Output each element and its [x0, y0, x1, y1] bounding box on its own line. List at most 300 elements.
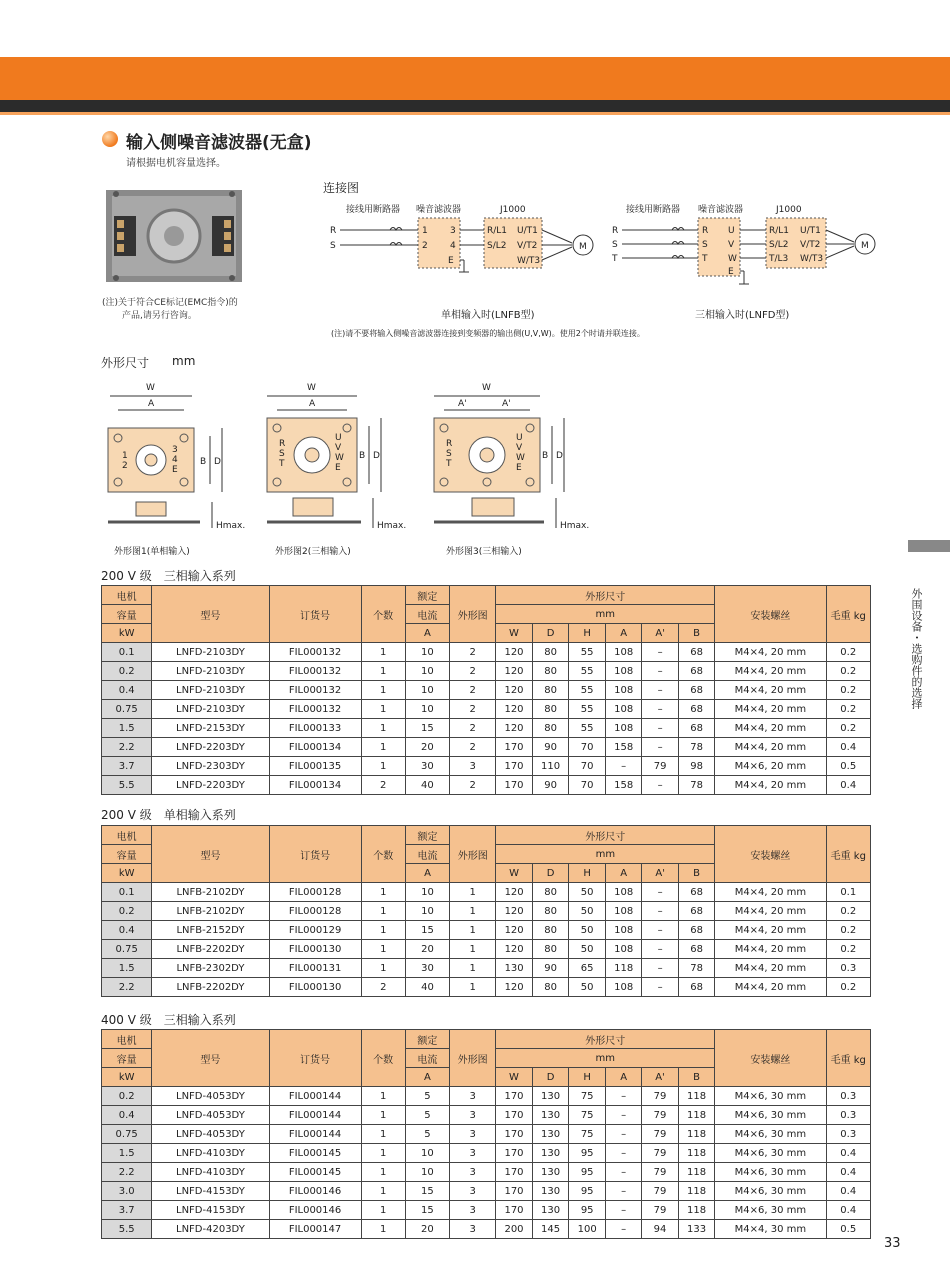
header-band-dark	[0, 100, 950, 112]
table-cell: 118	[678, 1087, 715, 1106]
fig3-a1-label: A'	[458, 399, 467, 409]
table3-title: 400 V 级 三相输入系列	[101, 1013, 236, 1027]
table-cell: 2.2	[102, 1163, 152, 1182]
fig2-term-u: U	[335, 433, 342, 443]
table-cell: 68	[678, 902, 714, 921]
three-input-r: R	[612, 226, 619, 236]
table-cell: 80	[532, 902, 568, 921]
fig1-d-label: D	[214, 457, 221, 467]
table-cell: M4×4, 20 mm	[715, 921, 826, 940]
table-cell: 80	[532, 700, 569, 719]
table-cell: 3	[450, 1163, 496, 1182]
dimension-drawings	[100, 378, 590, 563]
table-cell: 108	[605, 940, 642, 959]
table-cell: M4×4, 30 mm	[715, 1220, 826, 1239]
table-cell: FIL000133	[269, 719, 361, 738]
table-cell: 170	[496, 1182, 533, 1201]
table-cell: 2.2	[102, 978, 152, 997]
table-cell: M4×6, 30 mm	[715, 1182, 826, 1201]
table-cell: 2	[450, 719, 496, 738]
table-cell: 79	[642, 1144, 678, 1163]
table-cell: 55	[569, 643, 605, 662]
table-cell: 1	[361, 1182, 405, 1201]
table-cell: FIL000145	[269, 1163, 361, 1182]
table-cell: LNFD-2103DY	[152, 662, 269, 681]
table-cell: 118	[678, 1163, 715, 1182]
table-cell: FIL000146	[269, 1182, 361, 1201]
table-cell: 0.4	[826, 1201, 871, 1220]
hdr-order: 订货号	[269, 1030, 361, 1087]
single-filter-in-2: 2	[422, 241, 428, 251]
table-cell: 130	[532, 1182, 569, 1201]
table-cell: 5	[405, 1125, 449, 1144]
fig2-term-t: T	[279, 459, 285, 469]
table-cell: 0.3	[826, 959, 870, 978]
hdr-cur2: 电流	[405, 1049, 449, 1068]
table-cell: 108	[605, 662, 642, 681]
table-cell: 108	[605, 700, 642, 719]
hdr-cap2: 容量	[102, 845, 152, 864]
table-cell: M4×4, 20 mm	[715, 738, 826, 757]
ce-note-line1: (注)关于符合CE标记(EMC指令)的	[102, 298, 238, 308]
table-cell: FIL000131	[269, 959, 361, 978]
table-cell: LNFB-2102DY	[152, 883, 269, 902]
hdr-dim1: 外形尺寸	[496, 826, 715, 845]
table-cell: 15	[405, 1182, 449, 1201]
fig1-caption: 外形图1(单相输入)	[114, 547, 190, 557]
fig2-d-label: D	[373, 451, 380, 461]
table-cell: 10	[405, 1144, 449, 1163]
table-cell: 145	[532, 1220, 569, 1239]
table-cell: 30	[405, 757, 449, 776]
table-cell: –	[605, 1220, 641, 1239]
table-cell: 1	[361, 940, 405, 959]
table-cell: 0.2	[826, 700, 871, 719]
table-cell: 0.4	[102, 921, 152, 940]
table-cell: 95	[569, 1201, 606, 1220]
table-cell: 1	[450, 978, 496, 997]
table-cell: –	[642, 940, 678, 959]
table-row	[102, 1163, 871, 1182]
table-row	[102, 662, 871, 681]
table-cell: 70	[569, 776, 605, 795]
table-cell: 0.2	[826, 643, 871, 662]
table-cell: 1	[361, 1087, 405, 1106]
table-cell: LNFD-4103DY	[152, 1163, 269, 1182]
table-cell: FIL000132	[269, 700, 361, 719]
wiring-title: 连接图	[323, 181, 360, 195]
hdr-model: 型号	[152, 1030, 269, 1087]
table-cell: 0.4	[826, 738, 871, 757]
table-cell: 0.3	[826, 1125, 871, 1144]
table-cell: FIL000144	[269, 1106, 361, 1125]
table-cell: –	[642, 883, 678, 902]
three-inv-in-sl2: S/L2	[769, 240, 789, 250]
table-cell: LNFD-2103DY	[152, 700, 269, 719]
ce-note-line2: 产品,请另行咨询。	[122, 311, 197, 321]
table-cell: 5	[405, 1087, 449, 1106]
table-cell: 108	[605, 643, 642, 662]
hdr-a: A	[605, 864, 642, 883]
table-cell: 40	[405, 776, 449, 795]
hdr-b: B	[678, 624, 714, 643]
table-cell: 2	[450, 662, 496, 681]
table-cell: –	[642, 959, 678, 978]
dims-title: 外形尺寸	[101, 356, 150, 370]
hdr-cur2: 电流	[405, 605, 449, 624]
section-title: 输入侧噪音滤波器(无盒)	[126, 133, 312, 153]
fig2-h-label: Hmax.	[377, 521, 407, 531]
table-row	[102, 1144, 871, 1163]
table-cell: 0.75	[102, 940, 152, 959]
fig3-term-t: T	[446, 459, 452, 469]
outline-fig3	[434, 383, 589, 557]
table-cell: 0.4	[826, 1144, 871, 1163]
table-cell: 120	[496, 978, 533, 997]
table-cell: FIL000134	[269, 776, 361, 795]
three-breaker-label: 接线用断路器	[626, 205, 681, 215]
hdr-cap3: kW	[102, 624, 152, 643]
table-cell: FIL000135	[269, 757, 361, 776]
table-cell: LNFD-4153DY	[152, 1182, 269, 1201]
side-chapter-label: 外围设备・选购件的选择	[910, 588, 923, 709]
table-cell: M4×4, 20 mm	[715, 776, 826, 795]
table-cell: 0.5	[826, 757, 871, 776]
table-cell: 108	[605, 978, 642, 997]
table-cell: –	[642, 719, 678, 738]
table-cell: 0.75	[102, 1125, 152, 1144]
table-cell: LNFD-4203DY	[152, 1220, 269, 1239]
table-200v-three	[101, 585, 871, 795]
table-row	[102, 700, 871, 719]
hdr-cap1: 电机	[102, 586, 152, 605]
table-cell: 3	[450, 757, 496, 776]
table-cell: 0.2	[102, 1087, 152, 1106]
table-cell: 79	[642, 1201, 678, 1220]
table-cell: 0.2	[102, 902, 152, 921]
fig3-term-r: R	[446, 439, 453, 449]
hdr-weight: 毛重 kg	[826, 1030, 871, 1087]
hdr-cap1: 电机	[102, 1030, 152, 1049]
hdr-model: 型号	[152, 586, 269, 643]
table-cell: 120	[496, 902, 533, 921]
hdr-screw: 安装螺丝	[715, 826, 826, 883]
hdr-a2: A'	[642, 1068, 678, 1087]
table-cell: 79	[642, 1163, 678, 1182]
table-cell: FIL000145	[269, 1144, 361, 1163]
table-cell: –	[605, 757, 642, 776]
table-row	[102, 776, 871, 795]
three-filter-label: 噪音滤波器	[698, 205, 744, 215]
table-cell: FIL000130	[269, 940, 361, 959]
table-row	[102, 1125, 871, 1144]
table-cell: 110	[532, 757, 569, 776]
table-cell: 3.7	[102, 757, 152, 776]
three-inv-out-ut1: U/T1	[800, 226, 821, 236]
table-cell: 75	[569, 1087, 606, 1106]
table-cell: 78	[678, 959, 714, 978]
table-cell: M4×4, 20 mm	[715, 959, 826, 978]
hdr-a2: A'	[642, 864, 678, 883]
table-cell: 2	[450, 643, 496, 662]
three-phase-diagram	[611, 203, 875, 284]
table-cell: 10	[405, 883, 449, 902]
table-cell: 0.1	[102, 883, 152, 902]
table-cell: 2	[450, 776, 496, 795]
table-cell: 65	[569, 959, 605, 978]
fig1-term-3: 3	[172, 445, 178, 455]
title-bullet-icon	[102, 131, 118, 147]
header-band-accent	[0, 112, 950, 115]
table-cell: 1.5	[102, 719, 152, 738]
table-cell: 120	[496, 719, 533, 738]
fig2-term-r: R	[279, 439, 286, 449]
table-cell: 55	[569, 719, 605, 738]
table-cell: 130	[532, 1201, 569, 1220]
fig3-term-u: U	[516, 433, 523, 443]
fig1-term-2: 2	[122, 461, 128, 471]
table-cell: M4×4, 20 mm	[715, 700, 826, 719]
table-cell: M4×6, 30 mm	[715, 1163, 826, 1182]
table-row	[102, 1106, 871, 1125]
table-cell: 79	[642, 1125, 678, 1144]
table-cell: 1	[361, 643, 405, 662]
table-cell: 1	[361, 681, 405, 700]
table-cell: 3.0	[102, 1182, 152, 1201]
table-400v-three	[101, 1029, 871, 1239]
table-cell: LNFD-2203DY	[152, 738, 269, 757]
table-cell: 5.5	[102, 776, 152, 795]
outline-fig2	[267, 383, 406, 557]
table-cell: FIL000132	[269, 643, 361, 662]
table-cell: LNFD-2203DY	[152, 776, 269, 795]
table-cell: 1	[450, 902, 496, 921]
table-row	[102, 902, 871, 921]
fig1-b-label: B	[200, 457, 207, 467]
table-cell: 0.2	[826, 940, 870, 959]
table-cell: FIL000146	[269, 1201, 361, 1220]
table-cell: 120	[496, 883, 533, 902]
fig3-w-label: W	[482, 383, 491, 393]
table-cell: FIL000147	[269, 1220, 361, 1239]
three-motor-label: M	[861, 241, 869, 251]
table-cell: 108	[605, 883, 642, 902]
hdr-w: W	[496, 864, 533, 883]
table-cell: 0.1	[102, 643, 152, 662]
table-cell: –	[642, 643, 678, 662]
table-cell: M4×4, 20 mm	[715, 902, 826, 921]
table-cell: 80	[532, 940, 568, 959]
table-cell: 2	[450, 700, 496, 719]
table-cell: 1	[361, 757, 405, 776]
three-filter-in-t: T	[702, 254, 708, 264]
hdr-w: W	[496, 1068, 533, 1087]
table-cell: 80	[532, 662, 569, 681]
table-cell: FIL000132	[269, 662, 361, 681]
table-cell: 55	[569, 681, 605, 700]
hdr-order: 订货号	[269, 826, 361, 883]
table-cell: 75	[569, 1106, 606, 1125]
table-cell: 10	[405, 902, 449, 921]
single-phase-diagram	[330, 203, 593, 272]
table-cell: 1	[361, 959, 405, 978]
table-cell: 1	[450, 940, 496, 959]
table-cell: LNFB-2152DY	[152, 921, 269, 940]
fig1-a-label: A	[148, 399, 155, 409]
table-cell: 0.75	[102, 700, 152, 719]
single-filter-label: 噪音滤波器	[416, 205, 462, 215]
three-input-s: S	[612, 240, 618, 250]
fig3-h-label: Hmax.	[560, 521, 590, 531]
table-cell: 80	[532, 719, 569, 738]
table-cell: FIL000132	[269, 681, 361, 700]
table-cell: 2	[361, 978, 405, 997]
table-cell: 118	[678, 1106, 715, 1125]
table-cell: 55	[569, 662, 605, 681]
fig1-term-e: E	[172, 465, 178, 475]
hdr-cap3: kW	[102, 864, 152, 883]
fig1-term-4: 4	[172, 455, 178, 465]
table-cell: 3	[450, 1182, 496, 1201]
table-cell: 80	[532, 643, 569, 662]
table-cell: 3	[450, 1201, 496, 1220]
table-row	[102, 940, 871, 959]
table-cell: M4×4, 20 mm	[715, 643, 826, 662]
table-cell: 118	[678, 1201, 715, 1220]
table-cell: 118	[678, 1125, 715, 1144]
fig3-term-s: S	[446, 449, 452, 459]
hdr-h: H	[569, 1068, 606, 1087]
table-cell: 78	[678, 738, 714, 757]
table-row	[102, 738, 871, 757]
table-cell: 2	[450, 738, 496, 757]
table-cell: LNFD-2303DY	[152, 757, 269, 776]
three-filter-in-r: R	[702, 226, 709, 236]
table-cell: 80	[532, 681, 569, 700]
table-cell: FIL000128	[269, 883, 361, 902]
table-cell: 55	[569, 700, 605, 719]
fig3-term-e: E	[516, 463, 522, 473]
table-cell: –	[605, 1087, 641, 1106]
table-row	[102, 1182, 871, 1201]
table-cell: 120	[496, 681, 533, 700]
hdr-fig: 外形图	[450, 586, 496, 643]
outline-fig1	[108, 383, 245, 557]
table-cell: LNFD-4103DY	[152, 1144, 269, 1163]
table-cell: 1	[361, 1125, 405, 1144]
table-cell: 79	[642, 757, 678, 776]
table-cell: 0.4	[826, 1163, 871, 1182]
table-cell: 0.2	[826, 978, 870, 997]
hdr-cur1: 额定	[405, 586, 449, 605]
table-cell: 170	[496, 1201, 533, 1220]
table1-title: 200 V 级 三相输入系列	[101, 569, 236, 583]
table-cell: 0.3	[826, 1106, 871, 1125]
table-cell: 130	[532, 1106, 569, 1125]
table-cell: 0.2	[826, 921, 870, 940]
three-inv-out-wt3: W/T3	[800, 254, 824, 264]
table-cell: 68	[678, 921, 714, 940]
table-cell: 30	[405, 959, 449, 978]
table-cell: 108	[605, 719, 642, 738]
fig2-w-label: W	[307, 383, 316, 393]
table-cell: 10	[405, 1163, 449, 1182]
table-cell: 1	[361, 902, 405, 921]
table2-title: 200 V 级 单相输入系列	[101, 808, 236, 822]
table-cell: 1	[361, 1144, 405, 1163]
table-cell: 130	[496, 959, 533, 978]
hdr-dim1: 外形尺寸	[496, 586, 715, 605]
table-cell: 70	[569, 738, 605, 757]
fig2-a-label: A	[309, 399, 316, 409]
table-cell: 95	[569, 1163, 606, 1182]
table-cell: 0.4	[102, 1106, 152, 1125]
hdr-screw: 安装螺丝	[715, 1030, 826, 1087]
table-cell: 15	[405, 921, 449, 940]
dims-unit: mm	[172, 354, 196, 368]
table-cell: M4×6, 30 mm	[715, 1144, 826, 1163]
table-cell: 158	[605, 738, 642, 757]
fig2-term-s: S	[279, 449, 285, 459]
table-row	[102, 1220, 871, 1239]
hdr-a2: A'	[642, 624, 678, 643]
hdr-qty: 个数	[361, 826, 405, 883]
single-filter-in-1: 1	[422, 226, 428, 236]
table-cell: 5	[405, 1106, 449, 1125]
hdr-d: D	[532, 1068, 569, 1087]
table-cell: 20	[405, 940, 449, 959]
table-cell: –	[642, 738, 678, 757]
single-filter-out-3: 3	[450, 226, 456, 236]
fig3-b-label: B	[542, 451, 549, 461]
table-cell: 1	[450, 959, 496, 978]
table-cell: 120	[496, 662, 533, 681]
fig2-b-label: B	[359, 451, 366, 461]
hdr-h: H	[569, 864, 605, 883]
table-cell: 68	[678, 643, 714, 662]
table-cell: 1.5	[102, 1144, 152, 1163]
three-inv-out-vt2: V/T2	[800, 240, 821, 250]
hdr-cur3: A	[405, 624, 449, 643]
table-cell: 3	[450, 1125, 496, 1144]
hdr-a: A	[605, 1068, 641, 1087]
table-cell: 80	[532, 978, 568, 997]
table-cell: 1.5	[102, 959, 152, 978]
fig3-caption: 外形图3(三相输入)	[446, 547, 522, 557]
table-cell: M4×6, 30 mm	[715, 1125, 826, 1144]
table-cell: 3	[450, 1220, 496, 1239]
table-cell: 80	[532, 921, 568, 940]
table-cell: 3	[450, 1144, 496, 1163]
table-cell: FIL000144	[269, 1087, 361, 1106]
single-breaker-label: 接线用断路器	[346, 205, 401, 215]
hdr-model: 型号	[152, 826, 269, 883]
table-cell: 68	[678, 940, 714, 959]
table-cell: 50	[569, 883, 605, 902]
table-cell: 0.5	[826, 1220, 871, 1239]
single-inv-out-wt3: W/T3	[517, 256, 541, 266]
table-cell: FIL000130	[269, 978, 361, 997]
table-cell: M4×4, 20 mm	[715, 719, 826, 738]
table-cell: LNFB-2202DY	[152, 940, 269, 959]
fig2-term-e: E	[335, 463, 341, 473]
table-cell: 78	[678, 776, 714, 795]
table-cell: 133	[678, 1220, 715, 1239]
table-cell: 0.1	[826, 883, 870, 902]
table-cell: LNFB-2102DY	[152, 902, 269, 921]
table-cell: 94	[642, 1220, 678, 1239]
single-motor-label: M	[579, 242, 587, 252]
